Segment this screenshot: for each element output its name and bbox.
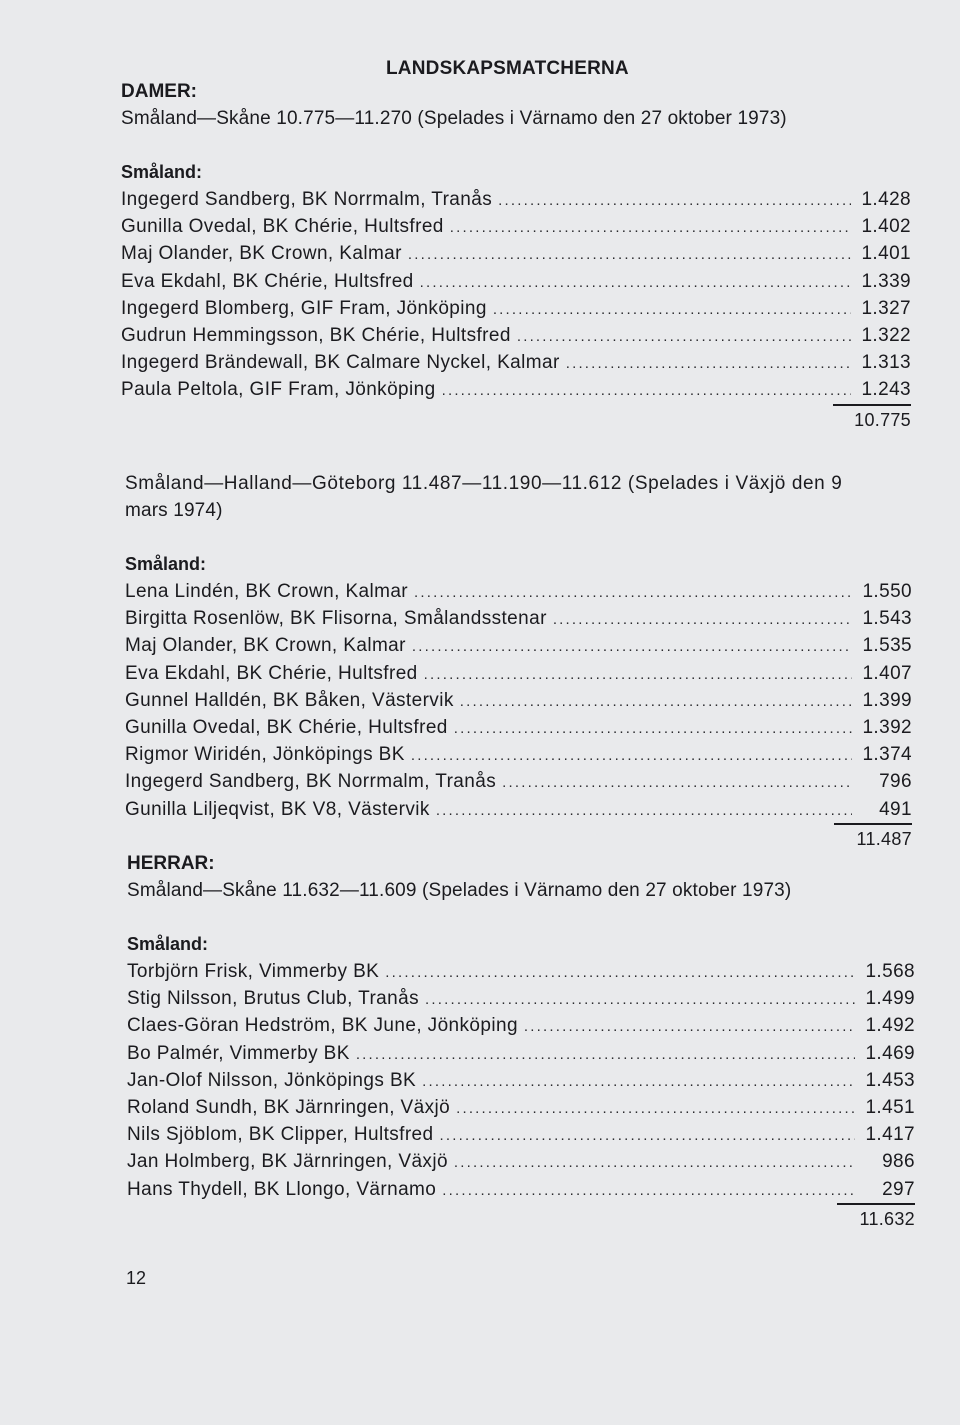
result-row — [125, 660, 912, 687]
result-row — [125, 687, 912, 714]
player-score: 1.568 — [865, 961, 915, 982]
sum-rule — [121, 404, 911, 408]
player-score: 1.535 — [862, 635, 912, 657]
player-name: Gunilla Ovedal, BK Chérie, Hultsfred — [125, 716, 448, 738]
dot-leader — [411, 742, 852, 769]
dot-leader — [456, 1095, 855, 1122]
player-score: 1.392 — [862, 716, 912, 738]
player-name: Bo Palmér, Vimmerby BK — [127, 1042, 350, 1064]
total-score: 11.632 — [859, 1208, 915, 1229]
result-row — [127, 1012, 915, 1039]
player-score: 1.327 — [861, 297, 911, 319]
player-score: 1.243 — [861, 379, 911, 401]
player-score: 297 — [882, 1178, 915, 1200]
result-row — [121, 213, 911, 240]
player-name: Hans Thydell, BK Llongo, Värnamo — [127, 1178, 437, 1200]
dot-leader — [422, 1068, 855, 1095]
player-score: 1.451 — [865, 1096, 915, 1118]
results-list — [121, 186, 911, 404]
player-score: 1.499 — [865, 988, 915, 1010]
team-heading: Småland: — [127, 934, 209, 954]
dot-leader — [408, 241, 851, 268]
result-row — [127, 1176, 915, 1203]
match-title-cont: mars 1974) — [125, 500, 223, 521]
page-number: 12 — [126, 1268, 147, 1288]
player-score: 1.407 — [862, 662, 912, 684]
player-score: 1.399 — [862, 689, 912, 711]
dot-leader — [498, 187, 851, 214]
result-row — [127, 1067, 915, 1094]
team-heading: Småland: — [121, 162, 203, 182]
player-score: 1.401 — [861, 243, 911, 265]
result-row — [125, 796, 912, 823]
player-name: Jan-Olof Nilsson, Jönköpings BK — [127, 1069, 417, 1091]
match-title: Småland—Halland—Göteborg 11.487—11.190—11.612 (Spelades i Växjö den 9 — [125, 473, 843, 494]
player-score: 796 — [879, 771, 912, 793]
result-row — [121, 322, 911, 349]
player-name: Birgitta Rosenlöw, BK Flisorna, Smålandsstenar — [125, 608, 547, 630]
dot-leader — [420, 269, 851, 296]
dot-leader — [454, 1149, 855, 1176]
dot-leader — [442, 1177, 855, 1204]
player-score: 1.322 — [861, 324, 911, 346]
total-score: 10.775 — [854, 409, 911, 430]
dot-leader — [566, 350, 851, 377]
dot-leader — [425, 986, 855, 1013]
player-name: Jan Holmberg, BK Järnringen, Växjö — [127, 1151, 448, 1173]
damer-match2-section — [125, 470, 912, 851]
player-score: 1.417 — [865, 1124, 915, 1146]
player-name: Paula Peltola, GIF Fram, Jönköping — [121, 379, 436, 401]
result-row — [125, 714, 912, 741]
damer-heading: DAMER: — [121, 81, 197, 102]
dot-leader — [493, 296, 851, 323]
result-row — [121, 268, 911, 295]
player-name: Nils Sjöblom, BK Clipper, Hultsfred — [127, 1124, 434, 1146]
dot-leader — [414, 579, 852, 606]
dot-leader — [412, 633, 852, 660]
sum-rule — [127, 1203, 915, 1207]
dot-leader — [356, 1041, 855, 1068]
player-score: 1.402 — [861, 216, 911, 238]
player-name: Rigmor Wiridén, Jönköpings BK — [125, 744, 405, 766]
player-score: 1.313 — [861, 352, 911, 374]
dot-leader — [553, 606, 852, 633]
result-row — [125, 741, 912, 768]
result-row — [127, 1148, 915, 1175]
sum-rule — [125, 823, 912, 827]
player-score: 491 — [879, 798, 912, 820]
result-row — [125, 632, 912, 659]
dot-leader — [454, 715, 852, 742]
result-row — [127, 1094, 915, 1121]
player-score: 1.453 — [865, 1069, 915, 1091]
herrar-section — [127, 850, 915, 1231]
player-score: 1.492 — [865, 1015, 915, 1037]
dot-leader — [517, 323, 851, 350]
results-list — [127, 958, 915, 1203]
player-score: 986 — [882, 1151, 915, 1173]
player-name: Stig Nilsson, Brutus Club, Tranås — [127, 988, 419, 1010]
team-heading: Småland: — [125, 554, 207, 574]
result-row — [121, 295, 911, 322]
player-name: Gunilla Ovedal, BK Chérie, Hultsfred — [121, 216, 444, 238]
player-name: Roland Sundh, BK Järnringen, Växjö — [127, 1096, 451, 1118]
dot-leader — [385, 959, 855, 986]
player-name: Gunnel Halldén, BK Båken, Västervik — [125, 689, 454, 711]
player-name: Gunilla Liljeqvist, BK V8, Västervik — [125, 798, 430, 820]
dot-leader — [524, 1013, 855, 1040]
player-name: Ingegerd Sandberg, BK Norrmalm, Tranås — [125, 771, 497, 793]
result-row — [125, 605, 912, 632]
result-row — [121, 349, 911, 376]
player-name: Lena Lindén, BK Crown, Kalmar — [125, 581, 409, 602]
match-title: Småland—Skåne 11.632—11.609 (Spelades i Värnamo den 27 oktober 1973) — [127, 880, 792, 901]
player-name: Maj Olander, BK Crown, Kalmar — [121, 243, 402, 265]
damer-section — [121, 78, 911, 432]
player-name: Eva Ekdahl, BK Chérie, Hultsfred — [121, 270, 414, 292]
dot-leader — [440, 1122, 856, 1149]
total-score: 11.487 — [856, 828, 912, 849]
results-list — [125, 578, 912, 823]
dot-leader — [442, 377, 851, 404]
player-score: 1.428 — [861, 189, 911, 210]
player-name: Eva Ekdahl, BK Chérie, Hultsfred — [125, 662, 418, 684]
page-title: LANDSKAPSMATCHERNA — [386, 58, 629, 79]
dot-leader — [424, 661, 852, 688]
dot-leader — [436, 797, 852, 824]
player-name: Claes-Göran Hedström, BK June, Jönköping — [127, 1015, 518, 1037]
result-row — [127, 958, 915, 985]
player-score: 1.339 — [861, 270, 911, 292]
player-name: Torbjörn Frisk, Vimmerby BK — [127, 961, 380, 982]
dot-leader — [450, 214, 851, 241]
dot-leader — [502, 769, 852, 796]
result-row — [127, 985, 915, 1012]
result-row — [125, 578, 912, 605]
dot-leader — [460, 688, 852, 715]
result-row — [127, 1121, 915, 1148]
player-name: Maj Olander, BK Crown, Kalmar — [125, 635, 406, 657]
herrar-heading: HERRAR: — [127, 853, 215, 874]
result-row — [125, 768, 912, 795]
player-score: 1.374 — [862, 744, 912, 766]
result-row — [121, 376, 911, 403]
player-name: Ingegerd Blomberg, GIF Fram, Jönköping — [121, 297, 487, 319]
player-name: Gudrun Hemmingsson, BK Chérie, Hultsfred — [121, 324, 511, 346]
result-row — [127, 1040, 915, 1067]
player-score: 1.543 — [862, 608, 912, 630]
player-score: 1.550 — [862, 581, 912, 602]
result-row — [121, 186, 911, 213]
result-row — [121, 240, 911, 267]
player-name: Ingegerd Brändewall, BK Calmare Nyckel, Kalmar — [121, 352, 560, 374]
player-score: 1.469 — [865, 1042, 915, 1064]
match-title: Småland—Skåne 10.775—11.270 (Spelades i Värnamo den 27 oktober 1973) — [121, 108, 787, 129]
player-name: Ingegerd Sandberg, BK Norrmalm, Tranås — [121, 189, 493, 210]
